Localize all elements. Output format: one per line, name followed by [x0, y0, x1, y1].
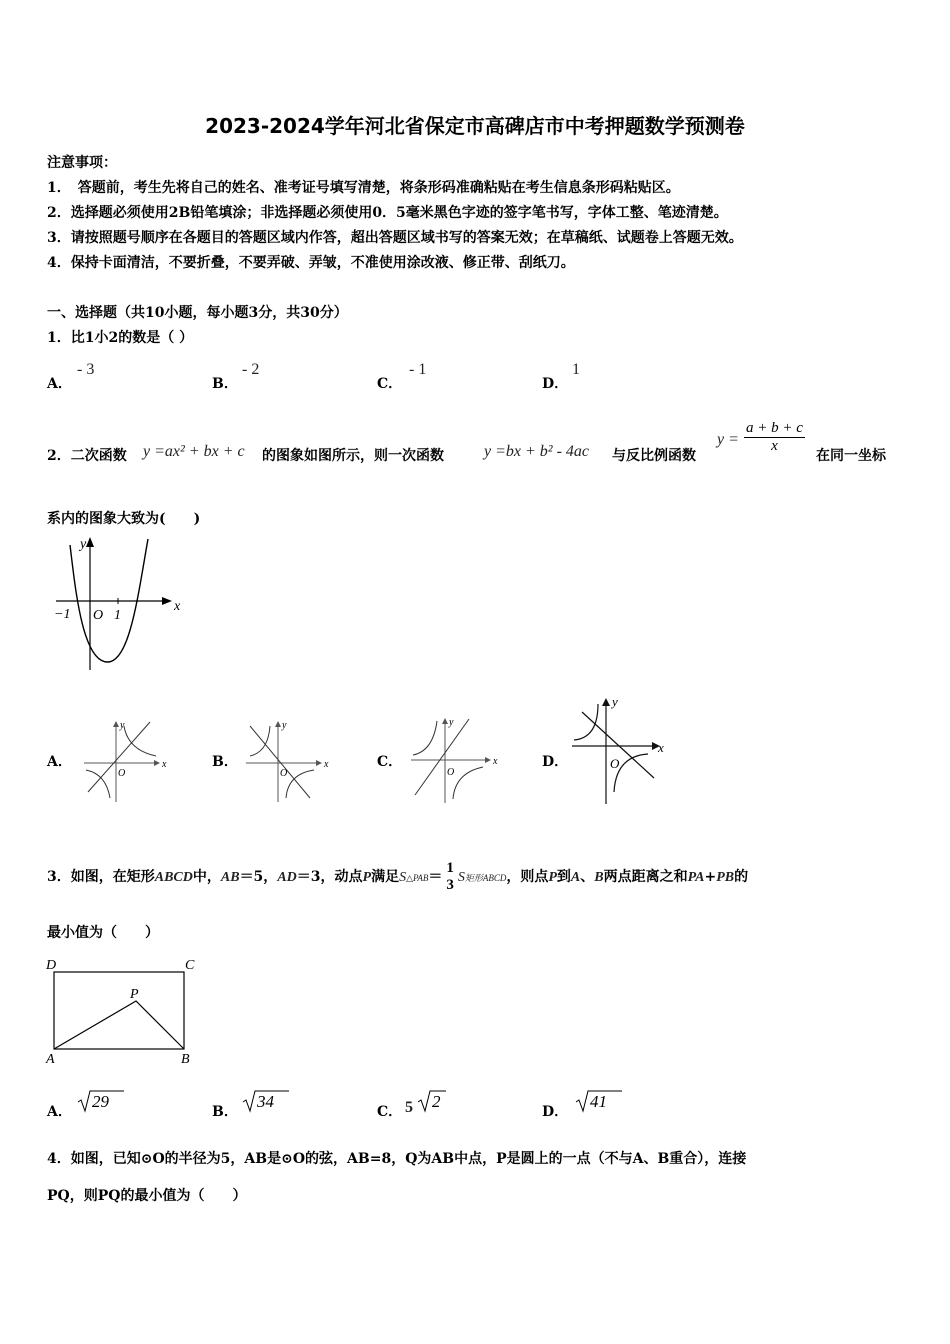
q3-text-10: 、 — [580, 869, 595, 885]
q3-fig-label-a: A — [46, 1052, 55, 1067]
svg-text:y: y — [612, 694, 618, 709]
q2-fig-origin-label: O — [93, 608, 104, 623]
svg-text:O: O — [610, 756, 620, 771]
q2-formula-inverse-fraction — [744, 420, 805, 455]
q3-text-9: A — [570, 870, 581, 885]
q3-s2-sub: 矩形ABCD — [464, 873, 507, 883]
svg-text:O: O — [280, 768, 288, 779]
svg-text:x: x — [324, 759, 329, 770]
svg-text:y: y — [120, 720, 125, 731]
q3-fraction-den: 3 — [446, 877, 454, 893]
svg-text:x: x — [493, 756, 498, 767]
svg-text:O: O — [118, 768, 126, 779]
q2-formula-linear: y =bx + b² - 4ac — [484, 443, 590, 460]
q3-fig-label-d: D — [46, 958, 57, 973]
q3-option-c-radical — [416, 1088, 456, 1114]
q3-option-a-radical — [76, 1088, 126, 1114]
notice-item-1: 1． 答题前，考生先将自己的姓名、准考证号填写清楚，将条形码准确粘贴在考生信息条形码粘贴区。 — [47, 180, 680, 196]
q3-s1-sub: △PAB — [406, 873, 429, 883]
q3-abcd: ABCD — [154, 870, 193, 885]
q3-text-3: ＝5， — [239, 869, 278, 885]
q2-stem-part1: 2．二次函数 — [47, 448, 127, 464]
q3-stem-line1 — [47, 860, 748, 894]
q2-option-b-graph — [242, 718, 332, 803]
q2-formula-inverse-lhs: y = — [717, 431, 739, 448]
q2-inverse-denominator: x — [771, 438, 778, 454]
q3-text-8: 到 — [556, 869, 571, 885]
q2-fig-x-label: x — [174, 599, 181, 614]
q2-formula-quadratic: y =ax² + bx + c — [143, 443, 245, 460]
notice-heading: 注意事项： — [47, 155, 117, 171]
q3-s1: S — [399, 870, 407, 885]
q1-option-b-label: B． — [212, 376, 238, 392]
q2-option-b-label: B． — [212, 754, 238, 770]
q2-stem-part2: 的图象如图所示，则一次函数 — [262, 448, 444, 464]
q3-option-b-radicand: 34 — [257, 1092, 274, 1111]
q3-fig-label-c: C — [185, 958, 195, 973]
q3-option-c-coefficient: 5 — [405, 1099, 413, 1116]
q3-eq: ＝ — [428, 869, 443, 885]
q3-text-4: ＝3，动点 — [296, 869, 363, 885]
q3-text-5: 满足 — [371, 869, 400, 885]
q2-option-d-label: D． — [542, 754, 569, 770]
q3-text-6: ，则点 — [506, 869, 549, 885]
q1-option-b-value: - 2 — [242, 361, 260, 378]
q3-rectangle-figure — [44, 955, 209, 1070]
q3-option-b-label: B． — [212, 1104, 238, 1120]
q3-option-d-radical — [574, 1088, 624, 1114]
q3-option-c-radicand: 2 — [432, 1092, 441, 1111]
q2-option-c-label: C． — [377, 754, 403, 770]
q3-text-11: B — [594, 870, 604, 885]
q3-text-12: 两点距离之和 — [603, 869, 688, 885]
q3-option-a-radicand: 29 — [92, 1092, 109, 1111]
q3-option-b-radical — [241, 1088, 291, 1114]
notice-item-4: 4．保持卡面清洁，不要折叠，不要弄破、弄皱，不准使用涂改液、修正带、刮纸刀。 — [47, 255, 575, 271]
q1-option-d-label: D． — [542, 376, 569, 392]
page-title: 2023-2024学年河北省保定市高碑店市中考押题数学预测卷 — [205, 114, 745, 138]
q3-option-a-label: A． — [47, 1104, 72, 1120]
q3-text-16: 的 — [734, 869, 749, 885]
q3-text-1: 3．如图，在矩形 — [47, 869, 155, 885]
q3-stem-line2: 最小值为（ ） — [47, 925, 159, 941]
q3-fig-label-p: P — [130, 987, 139, 1002]
q3-option-d-label: D． — [542, 1104, 569, 1120]
q2-option-d-graph — [568, 694, 673, 806]
q2-fig-y-label: y — [80, 537, 87, 552]
q3-text-2: 中， — [192, 869, 221, 885]
notice-item-3: 3．请按照题号顺序在各题目的答题区域内作答，超出答题区域书写的答案无效；在草稿纸、试题卷上答题无效。 — [47, 230, 743, 246]
q2-fig-one-label: 1 — [114, 608, 121, 623]
q3-ab: AB — [220, 870, 240, 885]
q3-text-15: PB — [716, 870, 735, 885]
section-heading: 一、选择题（共10小题，每小题3分，共30分） — [47, 305, 348, 321]
q3-option-d-radicand: 41 — [590, 1092, 607, 1111]
svg-text:x: x — [658, 740, 664, 755]
q1-option-c-value: - 1 — [409, 361, 427, 378]
q3-s2: S — [457, 870, 465, 885]
svg-text:O: O — [447, 767, 455, 778]
svg-text:y: y — [449, 717, 454, 728]
notice-item-2: 2．选择题必须使用2B铅笔填涂；非选择题必须使用0．5毫米黑色字迹的签字笔书写，字体工整、笔迹清楚。 — [47, 205, 728, 221]
q1-option-c-label: C． — [377, 376, 403, 392]
q2-inverse-numerator: a + b + c — [746, 420, 803, 436]
q3-option-c-label: C． — [377, 1104, 403, 1120]
q2-stem-line2: 系内的图象大致为( ) — [47, 511, 201, 527]
q2-fig-neg1-label: −1 — [54, 607, 71, 622]
q2-option-c-graph — [407, 715, 502, 805]
q2-option-a-graph — [80, 718, 170, 803]
q1-option-a-label: A． — [47, 376, 72, 392]
q3-text-13: PA — [687, 870, 705, 885]
q2-stem-part3: 与反比例函数 — [612, 448, 696, 464]
q1-option-a-value: - 3 — [77, 361, 95, 378]
svg-text:y: y — [282, 720, 287, 731]
q4-stem-line2: PQ，则PQ的最小值为（ ） — [47, 1188, 247, 1204]
q3-fig-label-b: B — [181, 1052, 190, 1067]
q1-stem: 1．比1小2的数是（ ） — [47, 330, 194, 346]
q2-option-a-label: A． — [47, 754, 72, 770]
q1-option-d-value: 1 — [572, 361, 580, 378]
q3-fraction-num: 1 — [446, 860, 454, 876]
svg-text:x: x — [162, 759, 167, 770]
q3-p: P — [362, 870, 372, 885]
q3-text-14: + — [704, 869, 717, 885]
q3-fraction — [444, 860, 456, 894]
q3-text-7: P — [548, 870, 557, 885]
q3-ad: AD — [277, 870, 297, 885]
q4-stem-line1: 4．如图，已知⊙O的半径为5，AB是⊙O的弦，AB=8，Q为AB中点，P是圆上的一点（不与A、B重合），连接 — [47, 1151, 747, 1167]
q2-stem-part4: 在同一坐标 — [816, 448, 886, 464]
q2-parabola-figure — [50, 535, 190, 670]
